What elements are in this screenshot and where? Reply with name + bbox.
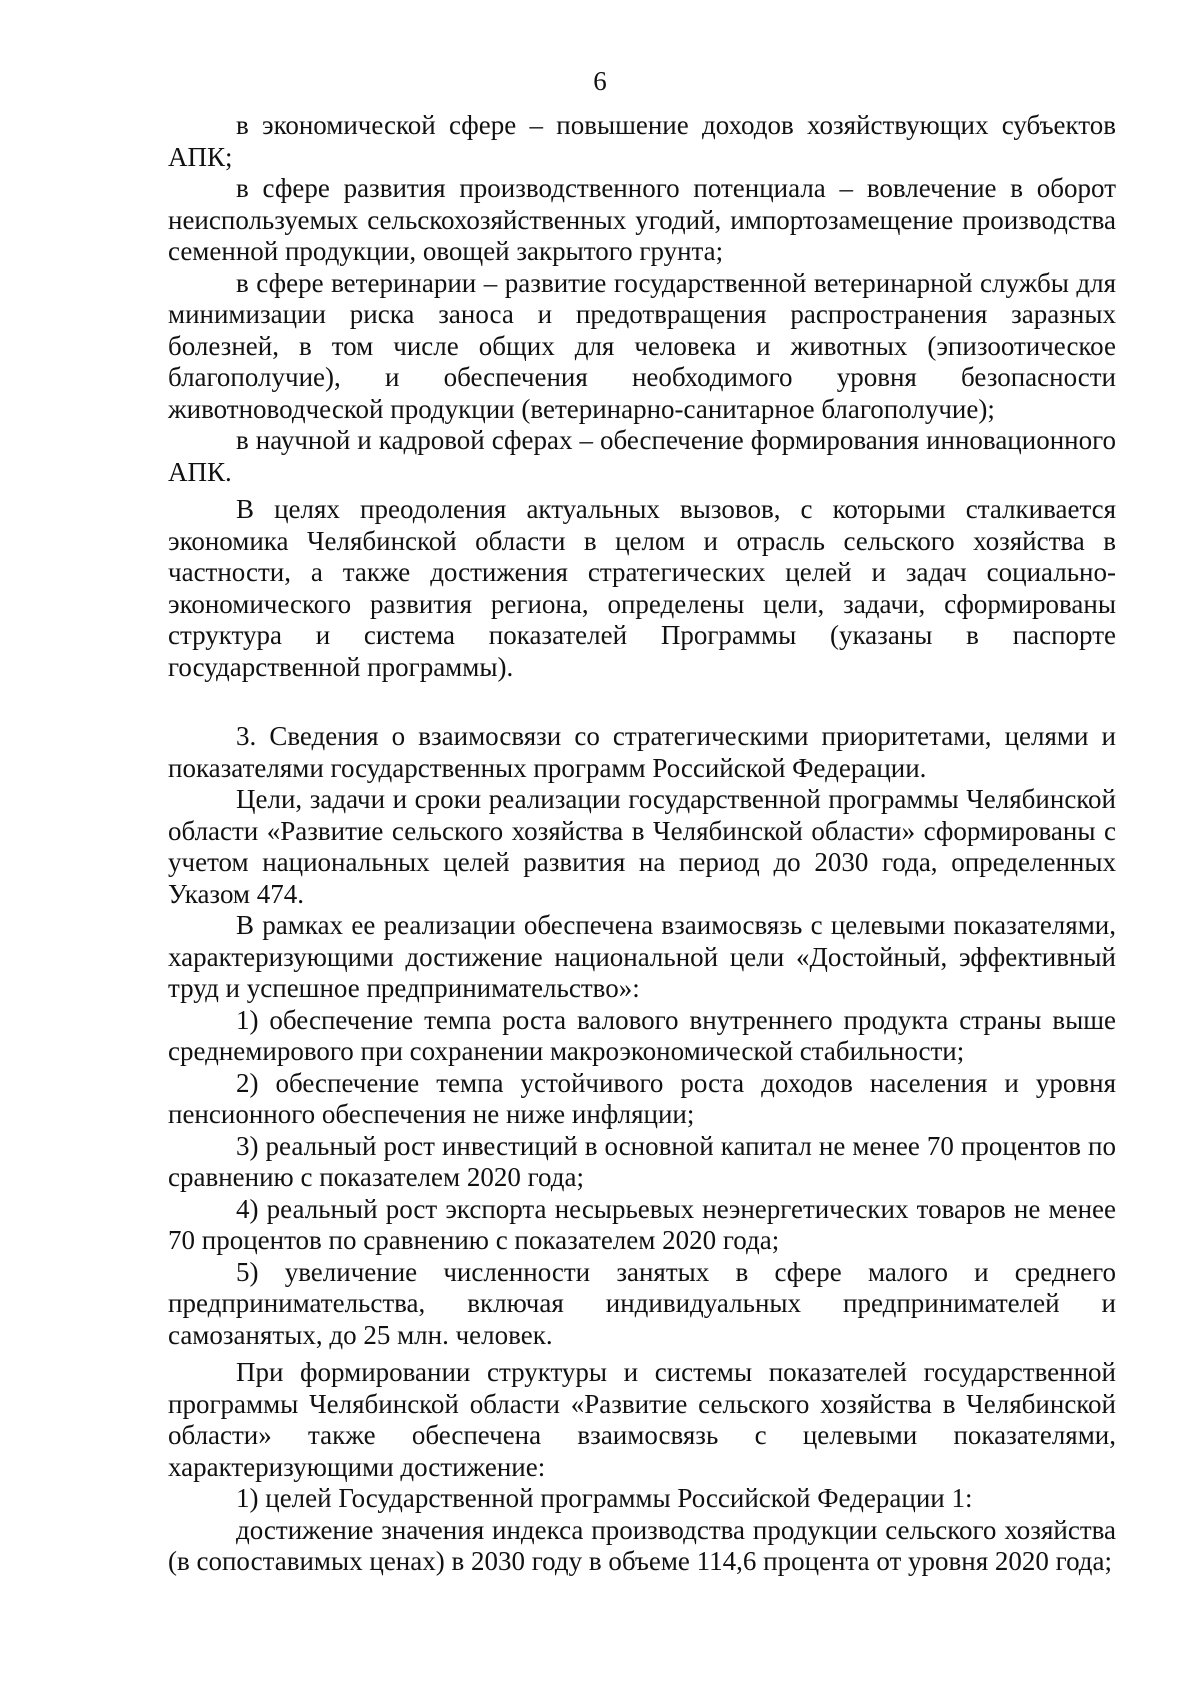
paragraph-goals-tasks: Цели, задачи и сроки реализации государственной программы Челябинской области «Развитие сельского хозяйства в Челябинской области» сформированы с учетом национальных целей развития на период до 2030 года, определенных Указом 474. — [168, 784, 1116, 909]
document-body — [168, 110, 1116, 1578]
paragraph-challenges: В целях преодоления актуальных вызовов, с которыми сталкивается экономика Челябинской области в целом и отрасль сельского хозяйства в частности, а также достижения стратегических целей и задач социально-экономического развития региона, определены цели, задачи, сформированы структура и система показателей Программы (указаны в паспорте государственной программы). — [168, 494, 1116, 682]
list-item-3: 3) реальный рост инвестиций в основной капитал не менее 70 процентов по сравнению с показателем 2020 года; — [168, 1130, 1116, 1192]
paragraph-economic-sphere: в экономической сфере – повышение доходов хозяйствующих субъектов АПК; — [168, 110, 1116, 172]
list-item-program-goals: 1) целей Государственной программы Российской Федерации 1: — [236, 1483, 973, 1513]
paragraph-production-potential: в сфере развития производственного потенциала – вовлечение в оборот неиспользуемых сельскохозяйственных угодий, импортозамещение производства семенной продукции, овощей закрытого грунта; — [168, 173, 1116, 266]
page-number: 6 — [593, 66, 607, 96]
list-item-5: 5) увеличение численности занятых в сфере малого и среднего предпринимательства, включая индивидуальных предпринимателей и самозанятых, до 25 млн. человек. — [168, 1256, 1116, 1350]
paragraph-veterinary-sphere: в сфере ветеринарии – развитие государственной ветеринарной службы для минимизации риска заноса и предотвращения распространения заразных болезней, в том числе общих для человека и животных (эпизоотическое благополучие), и обеспечения необходимого уровня безопасности животноводческой продукции (ветеринарно-санитарное благополучие); — [168, 267, 1116, 424]
section-heading-3: 3. Сведения о взаимосвязи со стратегическими приоритетами, целями и показателями государственных программ Российской Федерации. — [168, 721, 1116, 783]
list-item-4: 4) реальный рост экспорта несырьевых неэнергетических товаров не менее 70 процентов по сравнению с показателем 2020 года; — [168, 1193, 1116, 1255]
list-item-1: 1) обеспечение темпа роста валового внутреннего продукта страны выше среднемирового при сохранении макроэкономической стабильности; — [168, 1004, 1116, 1066]
list-item-2: 2) обеспечение темпа устойчивого роста доходов населения и уровня пенсионного обеспечения не ниже инфляции; — [168, 1067, 1116, 1129]
paragraph-production-index: достижение значения индекса производства продукции сельского хозяйства (в сопоставимых ценах) в 2030 году в объеме 114,6 процента от уровня 2020 года; — [168, 1514, 1116, 1576]
paragraph-science-personnel: в научной и кадровой сферах – обеспечение формирования инновационного АПК. — [168, 425, 1116, 487]
paragraph-structure-formation: При формировании структуры и системы показателей государственной программы Челябинской области «Развитие сельского хозяйства в Челябинской области» также обеспечена взаимосвязь с целевыми показателями, характеризующими достижение: — [168, 1357, 1116, 1482]
paragraph-interrelation: В рамках ее реализации обеспечена взаимосвязь с целевыми показателями, характеризующими достижение национальной цели «Достойный, эффективный труд и успешное предпринимательство»: — [168, 910, 1116, 1003]
